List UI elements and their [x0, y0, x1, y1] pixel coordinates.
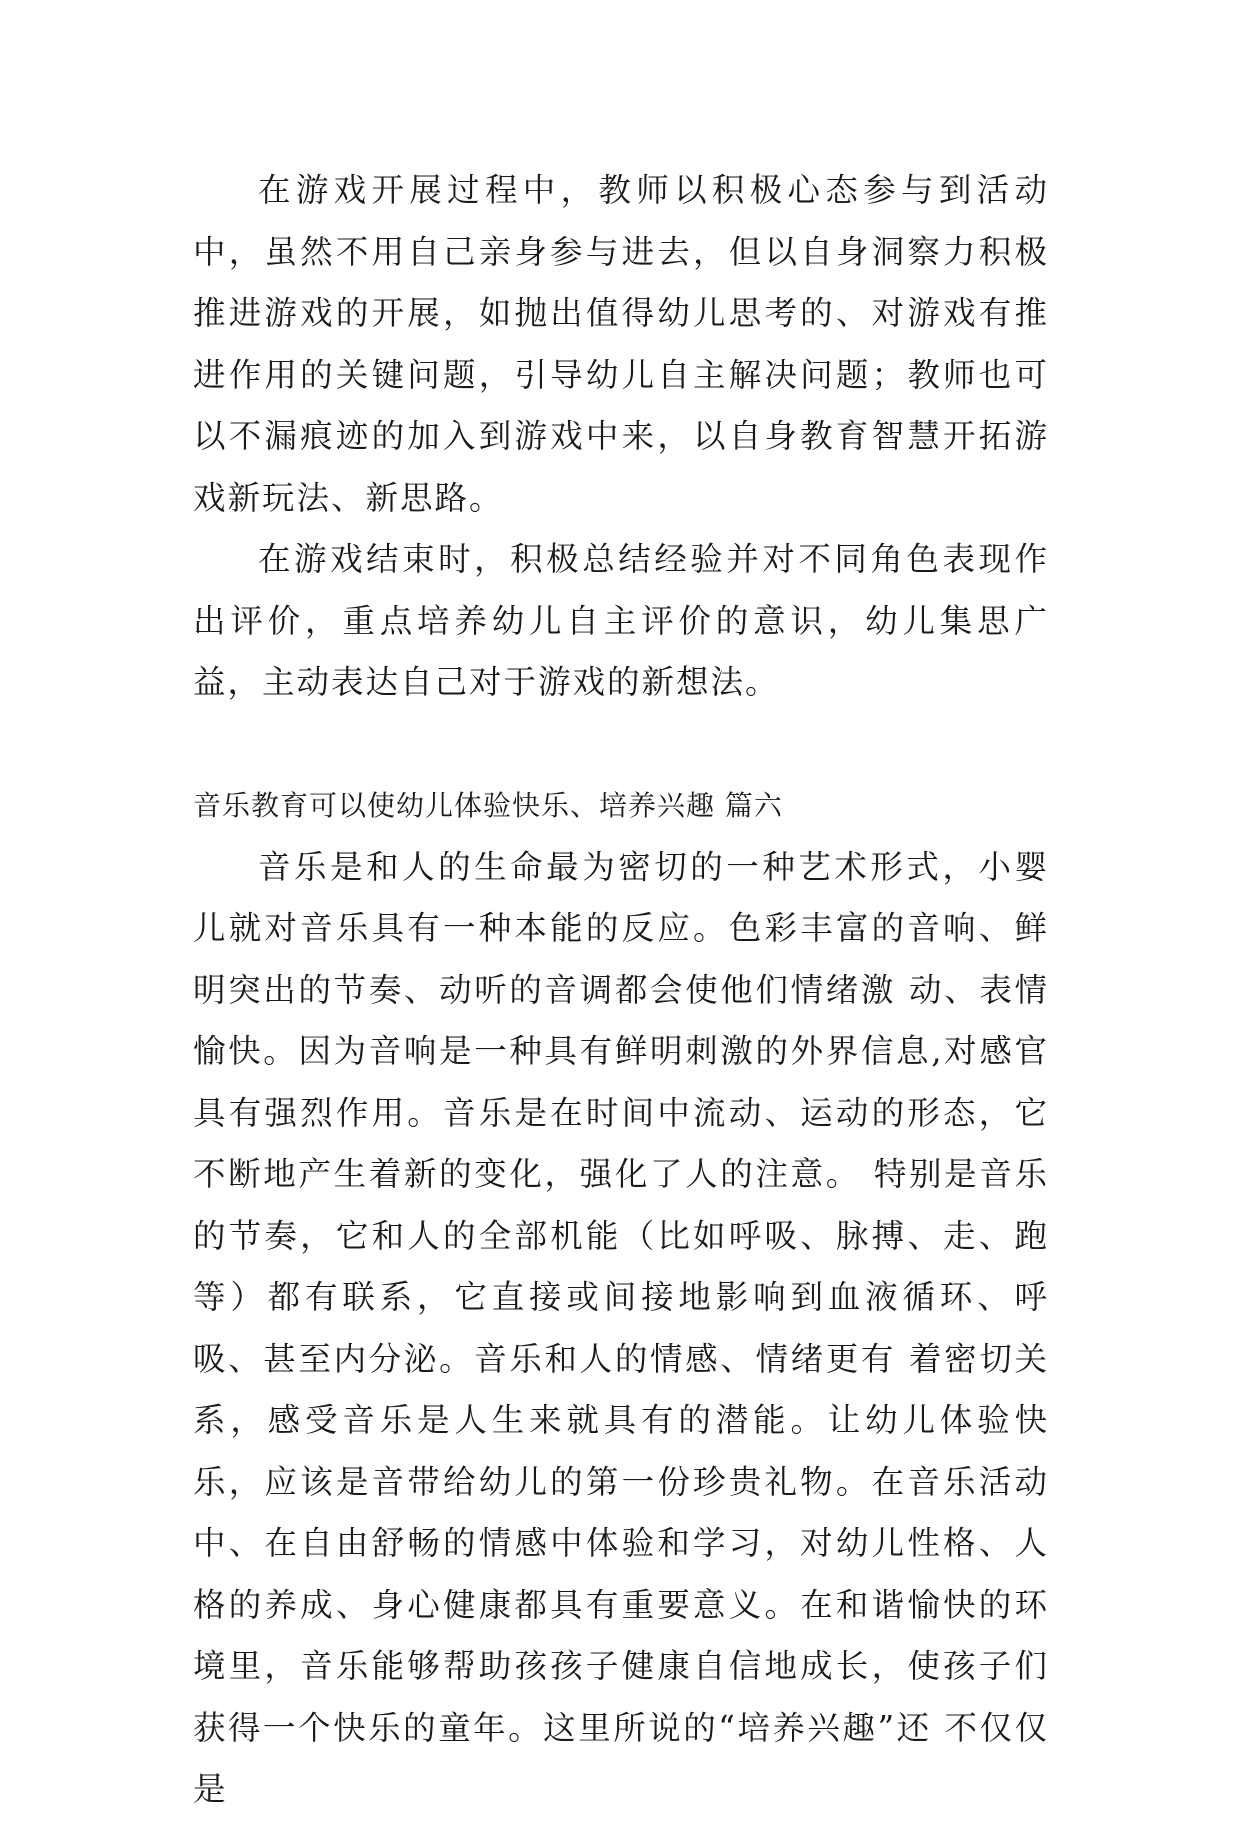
document-body	[193, 160, 1049, 1821]
section-spacer	[193, 714, 1049, 775]
paragraph-game-evaluation: 在游戏结束时，积极总结经验并对不同角色表现作出评价，重点培养幼儿自主评价的意识，幼儿集思广益，主动表达自己对于游戏的新想法。	[193, 540, 1049, 701]
paragraph-music-education: 音乐是和人的生命最为密切的一种艺术形式，小婴儿就对音乐具有一种本能的反应。色彩丰富的音响、鲜明突出的节奏、动听的音调都会使他们情绪激 动、表情愉快。因为音响是一种具有鲜明刺激的外界信息,对感官具有强烈作用。音乐是在时间中流动、运动的形态，它不断地产生着新的变化，强化了人的注意。 特别是音乐的节奏，它和人的全部机能（比如呼吸、脉搏、走、跑等）都有联系，它直接或间接地影响到血液循环、呼吸、甚至内分泌。音乐和人的情感、情绪更有 着密切关系，感受音乐是人生来就具有的潜能。让幼儿体验快乐，应该是音带给幼儿的第一份珍贵礼物。在音乐活动中、在自由舒畅的情感中体验和学习，对幼儿性格、人格的养成、身心健康都具有重要意义。在和谐愉快的环境里，音乐能够帮助孩孩子健康自信地成长，使孩子们获得一个快乐的童年。这里所说的“培养兴趣”还 不仅仅是	[193, 847, 1049, 1808]
paragraph-teacher-participation: 在游戏开展过程中，教师以积极心态参与到活动中，虽然不用自己亲身参与进去，但以自身洞察力积极推进游戏的开展，如抛出值得幼儿思考的、对游戏有推进作用的关键问题，引导幼儿自主解决问题；教师也可以不漏痕迹的加入到游戏中来，以自身教育智慧开拓游戏新玩法、新思路。	[193, 171, 1049, 517]
section-heading: 音乐教育可以使幼儿体验快乐、培养兴趣 篇六	[193, 788, 783, 822]
